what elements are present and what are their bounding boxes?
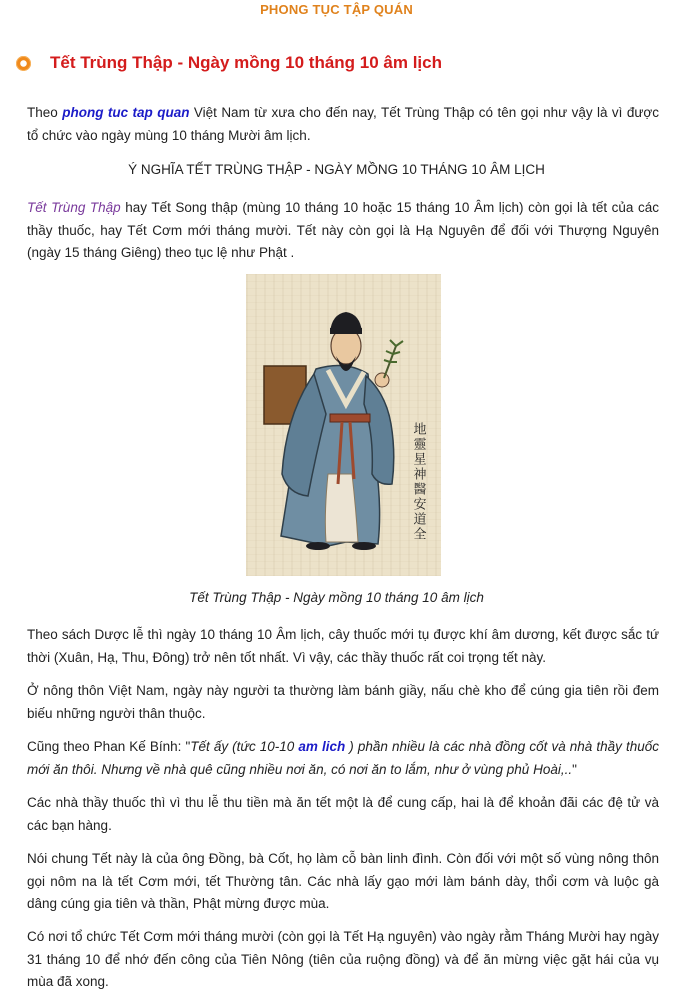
hat-band-shape xyxy=(330,328,362,334)
left-shoe-shape xyxy=(306,542,330,550)
section-title[interactable]: PHONG TỤC TẬP QUÁN xyxy=(260,2,413,17)
am-lich-link[interactable]: am lich xyxy=(298,739,346,754)
paragraph-1 xyxy=(27,197,659,265)
paragraph-3: Ở nông thôn Việt Nam, ngày này người ta thường làm bánh giầy, nấu chè kho để cúng gia tiên rồi đem biếu những người thân thuộc. xyxy=(27,683,659,721)
bullet-circle-icon xyxy=(16,56,31,71)
phong-tuc-link[interactable]: phong tuc tap quan xyxy=(62,105,190,120)
image-caption: Tết Trùng Thập - Ngày mồng 10 tháng 10 âm lịch xyxy=(189,590,484,605)
belt-shape xyxy=(330,414,370,422)
paragraph-4-before: Cũng theo Phan Kế Bính: " xyxy=(27,739,191,754)
subheading: Ý NGHĨA TẾT TRÙNG THẬP - NGÀY MỒNG 10 THÁNG 10 ÂM LỊCH xyxy=(128,162,545,177)
paragraph-7: Có nơi tổ chức Tết Cơm mới tháng mười (còn gọi là Tết Hạ nguyên) vào ngày rằm Tháng Mười hay ngày 31 tháng 10 để nhớ đến công của Tiên Nông (tiên của ruộng đồng) và để ăn mừng việc gặt hái của vụ mùa đã xong. xyxy=(27,929,659,989)
article-title: Tết Trùng Thập - Ngày mồng 10 tháng 10 âm lịch xyxy=(50,53,442,72)
calligraphy-inscription: 地靈星神醫安道全 xyxy=(410,422,426,542)
physician-figure-image xyxy=(246,274,441,576)
intro-text-before: Theo xyxy=(27,105,63,120)
inner-robe-shape xyxy=(325,474,358,542)
article-heading xyxy=(16,53,442,73)
intro-paragraph xyxy=(27,102,659,147)
hand-shape xyxy=(375,373,389,387)
paragraph-4 xyxy=(27,736,659,781)
intro-text-after: Việt Nam từ xưa cho đến nay, Tết Trùng Thập có tên gọi như vậy là vì được tổ chức vào ngày mùng 10 tháng Mười âm lịch. xyxy=(27,105,659,143)
article-illustration xyxy=(246,274,441,576)
paragraph-2: Theo sách Dược lễ thì ngày 10 tháng 10 Âm lịch, cây thuốc mới tụ được khí âm dương, kết được sắc tứ thời (Xuân, Hạ, Thu, Đông) trở nên tốt nhất. Vì vậy, các thầy thuốc rất coi trọng tết này. xyxy=(27,627,659,665)
paragraph-4-quote-end: ) phần nhiều là các nhà đồng cốt và nhà thầy thuốc mới ăn thôi. Nhưng về nhà quê cũng nhiều nơi ăn, có nơi ăn to lắm, như ở vùng phủ Hoài,.. xyxy=(27,739,659,777)
paragraph-6: Nói chung Tết này là của ông Đồng, bà Cốt, họ làm cỗ bàn linh đình. Còn đối với một số vùng nông thôn gọi nôm na là tết Cơm mới, tết Thường tân. Các nhà lấy gạo mới làm bánh dày, thổi cơm và luộc gà dâng cúng gia tiên và thần, Phật mừng được mùa. xyxy=(27,851,659,911)
right-shoe-shape xyxy=(352,542,376,550)
paragraph-4-quote-start: Tết ấy (tức 10-10 xyxy=(190,739,299,754)
paragraph-5: Các nhà thầy thuốc thì vì thu lễ thu tiền mà ăn tết một là để cung cấp, hai là để khoản đãi các đệ tử và các bạn hàng. xyxy=(27,795,659,833)
tet-trung-thap-link[interactable]: Tết Trùng Thập xyxy=(27,200,121,215)
paragraph-1-text: hay Tết Song thập (mùng 10 tháng 10 hoặc 15 tháng 10 Âm lịch) còn gọi là tết của các thầy thuốc, hay Tết Cơm mới tháng mười. Tết này còn gọi là Hạ Nguyên để đối với Thượng Nguyên (ngày 15 tháng Giêng) theo tục lệ như Phật . xyxy=(27,200,659,260)
paragraph-4-after: " xyxy=(572,761,577,777)
